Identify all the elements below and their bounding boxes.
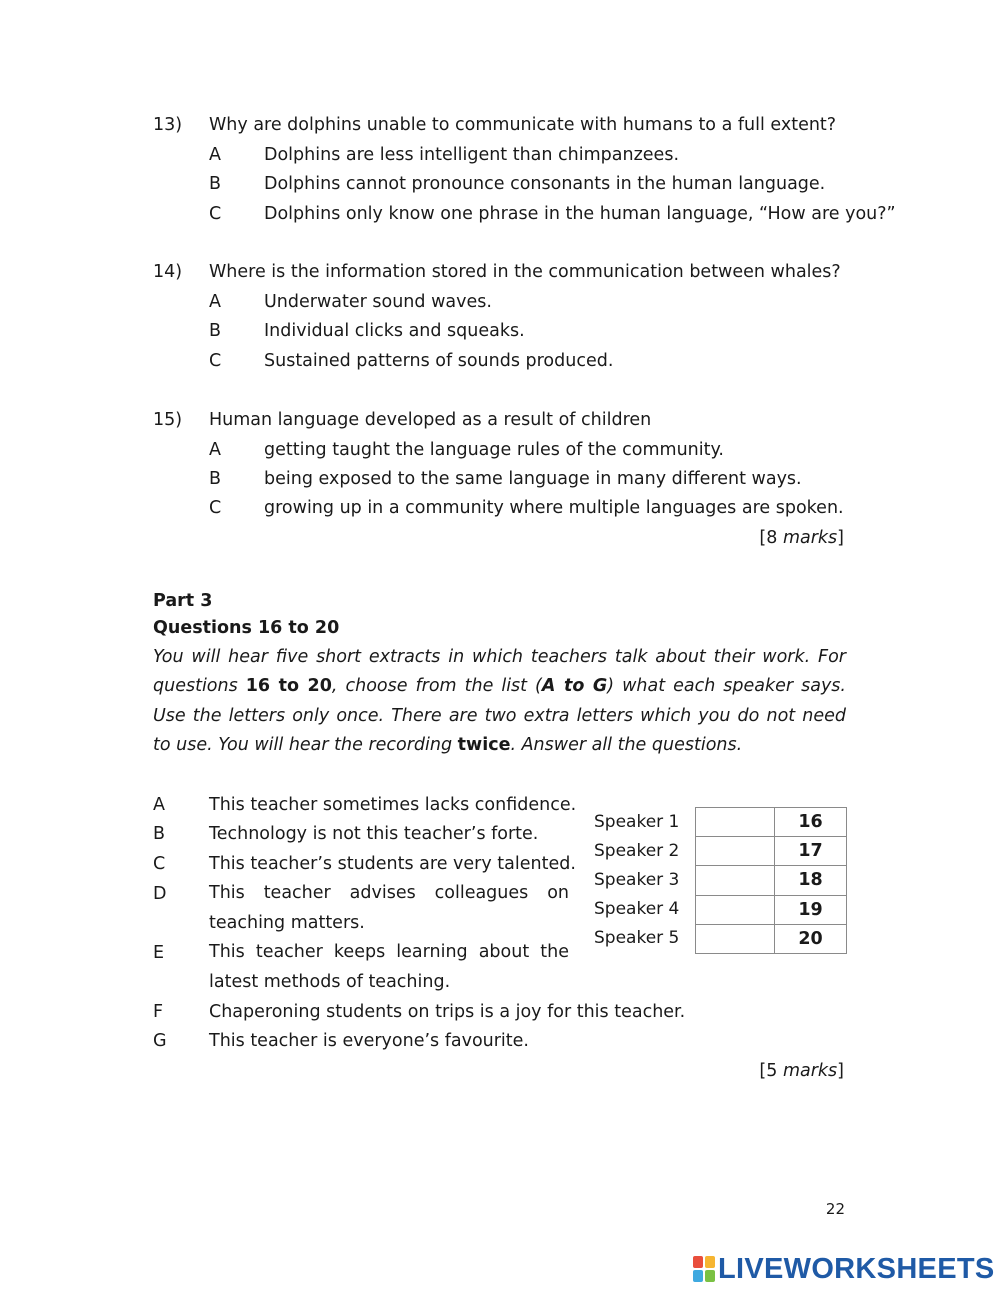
- answer-box-17[interactable]: [696, 837, 775, 866]
- answer-row: [696, 837, 847, 866]
- answer-row: [696, 895, 847, 924]
- q14-option-a: Underwater sound waves.: [264, 292, 492, 312]
- part3-instructions: You will hear five short extracts in which teachers talk about their work. For questions 16 to 20, choose from the list (A to G) what each speaker says. Use the letters only once. There are two extra letters which you do not need to use. You will hear the recording twice. Answer all the questions.: [153, 647, 846, 756]
- answer-box-16[interactable]: [696, 808, 775, 837]
- option-b-text: Technology is not this teacher’s forte.: [209, 824, 539, 844]
- option-letter: G: [153, 1031, 167, 1051]
- question-number-cell: 19: [775, 895, 847, 924]
- option-letter: D: [153, 884, 167, 904]
- answer-row: [696, 808, 847, 837]
- question-13-number: 13): [153, 115, 183, 135]
- speaker-label: Speaker 4: [594, 899, 680, 919]
- option-letter: C: [153, 854, 166, 874]
- q14-option-b: Individual clicks and squeaks.: [264, 321, 525, 341]
- q15-option-a: getting taught the language rules of the community.: [264, 440, 724, 460]
- page-number: 22: [825, 1200, 845, 1218]
- question-number-cell: 16: [775, 808, 847, 837]
- answer-table: [695, 807, 847, 954]
- q13-option-a: Dolphins are less intelligent than chimpanzees.: [264, 145, 680, 165]
- option-g-text: This teacher is everyone’s favourite.: [209, 1031, 529, 1051]
- q13-option-letter: A: [209, 145, 221, 165]
- logo-text: LIVEWORKSHEETS: [718, 1253, 995, 1285]
- option-f-text: Chaperoning students on trips is a joy for this teacher.: [209, 1002, 686, 1022]
- q14-option-letter: C: [209, 351, 222, 371]
- question-14-number: 14): [153, 262, 183, 282]
- q14-option-c: Sustained patterns of sounds produced.: [264, 351, 614, 371]
- answer-row: [696, 866, 847, 895]
- answer-box-18[interactable]: [696, 866, 775, 895]
- option-letter: F: [153, 1002, 164, 1022]
- question-number-cell: 17: [775, 837, 847, 866]
- q13-option-letter: B: [209, 174, 222, 194]
- q15-option-letter: C: [209, 498, 222, 518]
- question-15-text: Human language developed as a result of children: [209, 410, 652, 430]
- marks-part3: [5 marks]: [759, 1061, 844, 1081]
- answer-box-20[interactable]: [696, 924, 775, 953]
- answer-row: [696, 924, 847, 953]
- option-letter: A: [153, 795, 165, 815]
- option-letter: E: [153, 943, 165, 963]
- speaker-label: Speaker 5: [594, 928, 680, 948]
- question-number-cell: 20: [775, 924, 847, 953]
- question-13-text: Why are dolphins unable to communicate with humans to a full extent?: [209, 115, 837, 135]
- q14-option-letter: B: [209, 321, 222, 341]
- q15-option-b: being exposed to the same language in many different ways.: [264, 469, 802, 489]
- speaker-label: Speaker 3: [594, 870, 680, 890]
- q14-option-letter: A: [209, 292, 221, 312]
- option-d-text: This teacher advises colleagues on teaching matters.: [209, 883, 569, 933]
- question-14-text: Where is the information stored in the communication between whales?: [209, 262, 841, 282]
- marks-part2: [8 marks]: [759, 528, 844, 548]
- liveworksheets-logo: [693, 1252, 995, 1286]
- speaker-label: Speaker 1: [594, 812, 680, 832]
- option-a-text: This teacher sometimes lacks confidence.: [209, 795, 577, 815]
- part3-title: Part 3: [153, 591, 213, 611]
- question-15-number: 15): [153, 410, 183, 430]
- q15-option-letter: A: [209, 440, 221, 460]
- q13-option-c: Dolphins only know one phrase in the human language, “How are you?”: [264, 204, 896, 224]
- q15-option-c: growing up in a community where multiple languages are spoken.: [264, 498, 844, 518]
- question-number-cell: 18: [775, 866, 847, 895]
- q13-option-b: Dolphins cannot pronounce consonants in the human language.: [264, 174, 826, 194]
- option-e-text: This teacher keeps learning about the latest methods of teaching.: [209, 942, 569, 992]
- answer-box-19[interactable]: [696, 895, 775, 924]
- q15-option-letter: B: [209, 469, 222, 489]
- option-c-text: This teacher’s students are very talented.: [209, 854, 576, 874]
- part3-subtitle: Questions 16 to 20: [153, 618, 340, 638]
- speaker-label: Speaker 2: [594, 841, 680, 861]
- option-letter: B: [153, 824, 166, 844]
- q13-option-letter: C: [209, 204, 222, 224]
- logo-blocks-icon: [693, 1256, 715, 1282]
